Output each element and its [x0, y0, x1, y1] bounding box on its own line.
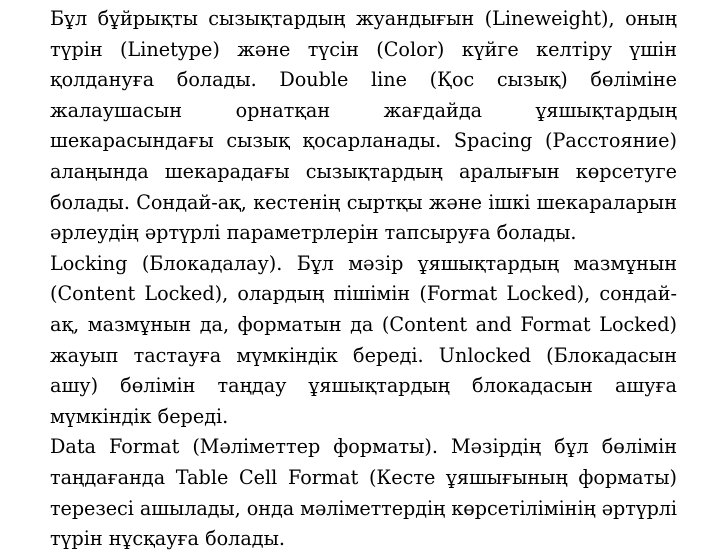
text-line: Data Format (Мәліметтер форматы). Мәзірдің бұл бөлімін	[50, 435, 677, 459]
text-line: мүмкіндік береді.	[50, 404, 229, 428]
paragraph-locking	[50, 249, 677, 433]
text-line: әрлеудің әртүрлі параметрлерін тапсыруға болады.	[50, 221, 577, 245]
text-line: (Content Locked), олардың пішімін (Format Locked), сондай-	[50, 282, 677, 306]
text-line: болады. Сондай-ақ, кестенің сыртқы және ішкі шекараларын	[50, 190, 677, 214]
document-body	[50, 4, 677, 555]
text-line: таңдағанда Table Cell Format (Кесте ұяшығының форматы)	[50, 465, 677, 489]
text-line: жауып тастауға мүмкіндік береді. Unlocked (Блокадасын	[50, 343, 677, 367]
paragraph-lineweight	[50, 4, 677, 249]
text-line: ақ, мазмұнын да, форматын да (Content and Format Locked)	[50, 312, 677, 336]
text-line: қолдануға болады. Double line (Қос сызық) бөліміне	[50, 68, 677, 92]
text-line: терезесі ашылады, онда мәліметтердің көрсетілімінің әртүрлі	[50, 496, 677, 520]
text-line: алаңында шекарадағы сызықтардың аралығын көрсетуге	[50, 159, 677, 183]
text-line: түрін (Linetype) және түсін (Color) күйге келтіру үшін	[50, 37, 677, 61]
text-line: Locking (Блокадалау). Бұл мәзір ұяшықтардың мазмұнын	[50, 251, 677, 275]
text-line: жалаушасын орнатқан жағдайда ұяшықтардың	[50, 98, 677, 122]
text-line: Бұл бұйрықты сызықтардың жуандығын (Lineweight), оның	[50, 7, 677, 30]
text-line: ашу) бөлімін таңдау ұяшықтардың блокадасын ашуға	[50, 374, 677, 398]
paragraph-data-format	[50, 432, 677, 554]
text-line: түрін нұсқауға болады.	[50, 527, 285, 551]
text-line: шекарасындағы сызық қосарланады. Spacing (Расстояние)	[50, 129, 677, 153]
